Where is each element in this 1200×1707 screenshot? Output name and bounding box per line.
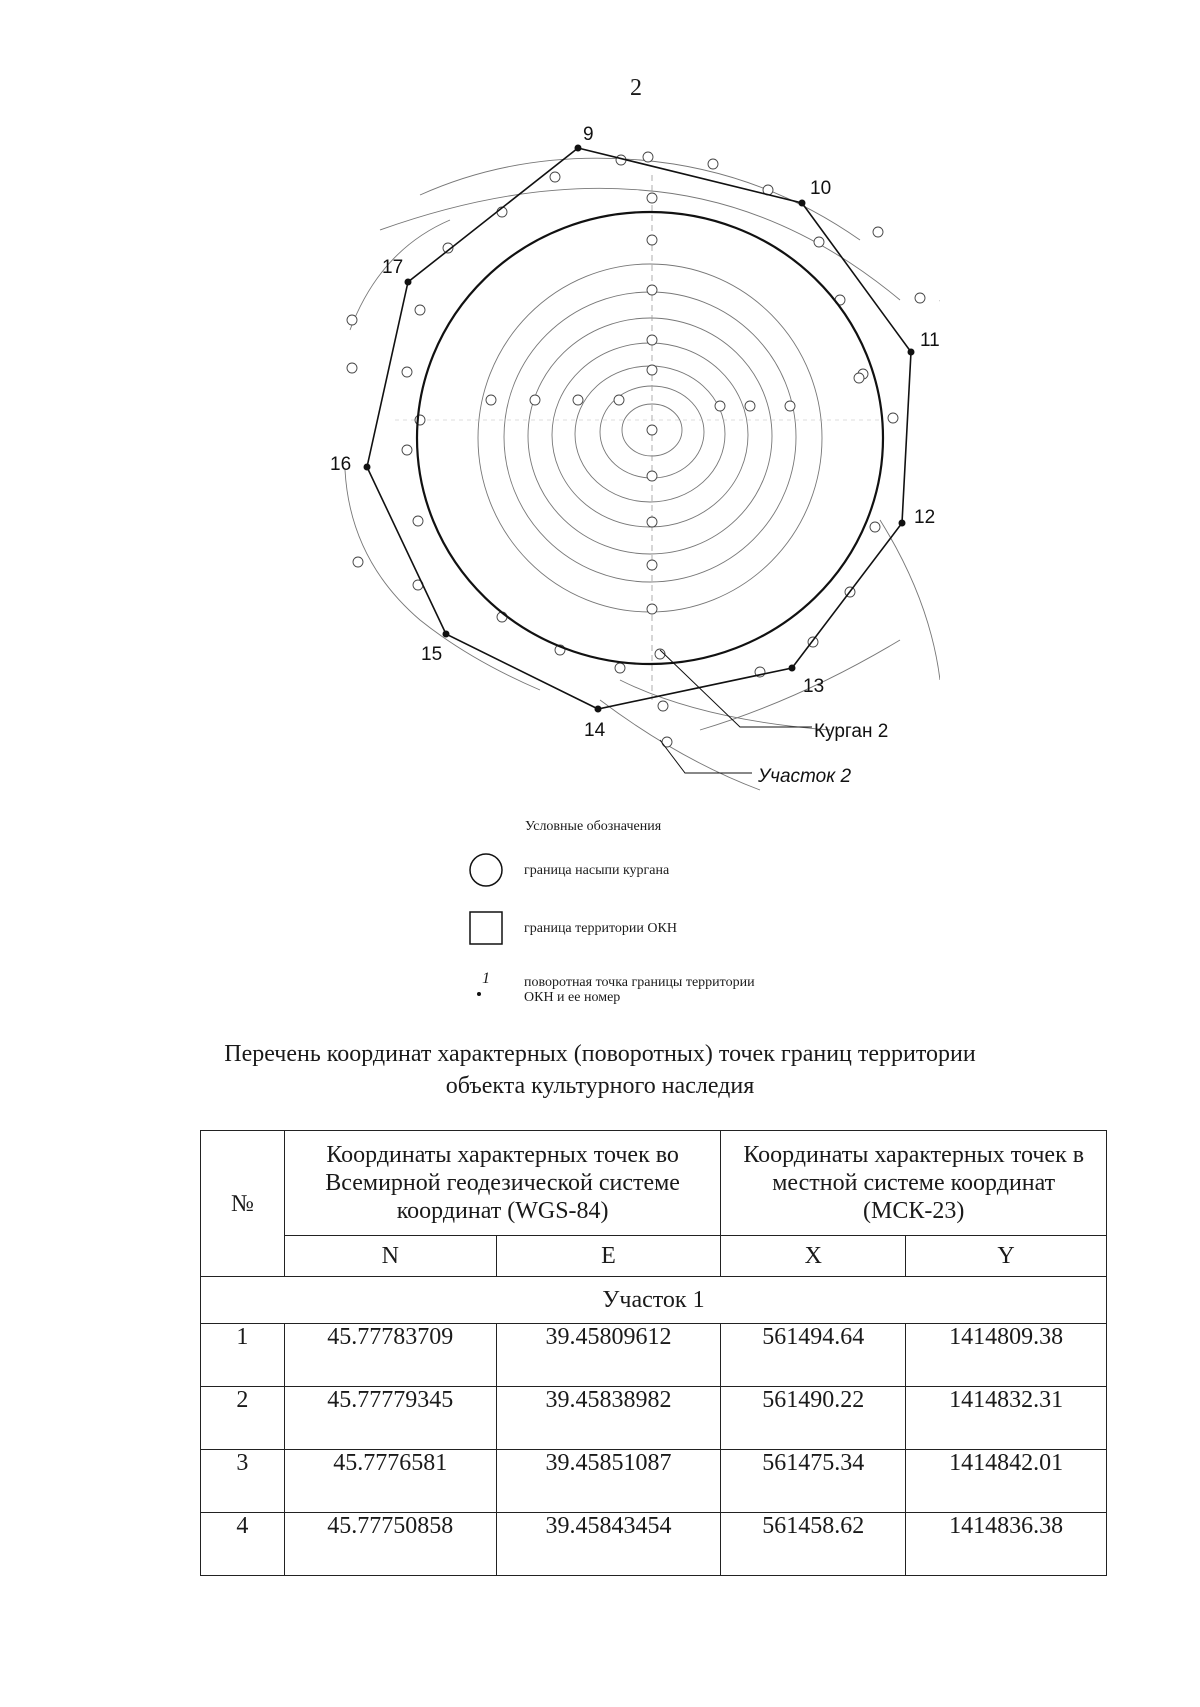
turning-point bbox=[789, 665, 796, 672]
point-label-10: 10 bbox=[810, 178, 832, 199]
point-label-9: 9 bbox=[583, 124, 594, 145]
turning-point bbox=[443, 631, 450, 638]
leader-line-site bbox=[660, 740, 752, 773]
point-label-13: 13 bbox=[803, 676, 825, 697]
section-title: Участок 1 bbox=[201, 1277, 1107, 1324]
turning-point bbox=[908, 349, 915, 356]
callout-site: Участок 2 bbox=[758, 766, 852, 787]
cell-y: 1414809.38 bbox=[906, 1324, 1107, 1387]
cell-n: 45.7776581 bbox=[284, 1450, 496, 1513]
cell-number: 1 bbox=[201, 1324, 285, 1387]
territory-boundary bbox=[367, 148, 911, 709]
turning-point bbox=[799, 200, 806, 207]
col-header-number: № bbox=[201, 1131, 285, 1277]
contour-lines bbox=[345, 158, 940, 790]
col-header-y: Y bbox=[906, 1236, 1107, 1277]
point-icon bbox=[468, 972, 504, 1008]
cell-n: 45.77750858 bbox=[284, 1513, 496, 1576]
cell-e: 39.45809612 bbox=[496, 1324, 721, 1387]
circle-icon bbox=[468, 852, 504, 888]
cell-x: 561490.22 bbox=[721, 1387, 906, 1450]
turning-points bbox=[364, 145, 915, 713]
legend-item-territory bbox=[468, 910, 677, 946]
table-row bbox=[201, 1450, 1107, 1513]
point-label-17: 17 bbox=[382, 257, 404, 278]
cell-e: 39.45843454 bbox=[496, 1513, 721, 1576]
col-header-msk23: Координаты характерных точек в местной системе координат (МСК-23) bbox=[721, 1131, 1107, 1236]
col-header-x: X bbox=[721, 1236, 906, 1277]
col-header-n: N bbox=[284, 1236, 496, 1277]
cell-e: 39.45838982 bbox=[496, 1387, 721, 1450]
site-plan-map bbox=[300, 110, 940, 810]
point-label-12: 12 bbox=[914, 507, 936, 528]
cell-number: 4 bbox=[201, 1513, 285, 1576]
coordinates-table bbox=[200, 1130, 1107, 1576]
turning-point bbox=[575, 145, 582, 152]
turning-point bbox=[899, 520, 906, 527]
turning-point bbox=[405, 279, 412, 286]
cell-n: 45.77779345 bbox=[284, 1387, 496, 1450]
col-header-wgs84: Координаты характерных точек во Всемирной геодезической системе координат (WGS-84) bbox=[284, 1131, 721, 1236]
point-label-15: 15 bbox=[421, 644, 443, 665]
legend-item-label: граница территории ОКН bbox=[524, 920, 677, 936]
table-row bbox=[201, 1513, 1107, 1576]
legend-item-mound bbox=[468, 852, 669, 888]
coordinates-heading: Перечень координат характерных (поворотных) точек границ территории объекта культурного наследия bbox=[224, 1041, 976, 1099]
point-label-14: 14 bbox=[584, 720, 606, 741]
cell-y: 1414842.01 bbox=[906, 1450, 1107, 1513]
point-marker-number: 1 bbox=[482, 970, 490, 987]
legend-title: Условные обозначения bbox=[525, 819, 662, 834]
cell-number: 3 bbox=[201, 1450, 285, 1513]
cell-x: 561494.64 bbox=[721, 1324, 906, 1387]
page-number: 2 bbox=[630, 75, 642, 101]
legend-item-point bbox=[468, 972, 755, 1008]
cell-x: 561475.34 bbox=[721, 1450, 906, 1513]
turning-point bbox=[595, 706, 602, 713]
cell-x: 561458.62 bbox=[721, 1513, 906, 1576]
cell-number: 2 bbox=[201, 1387, 285, 1450]
cell-e: 39.45851087 bbox=[496, 1450, 721, 1513]
table-row bbox=[201, 1324, 1107, 1387]
callout-mound: Курган 2 bbox=[814, 721, 889, 742]
cell-y: 1414836.38 bbox=[906, 1513, 1107, 1576]
mound-boundary bbox=[417, 212, 883, 664]
legend-item-label: граница насыпи кургана bbox=[524, 862, 670, 878]
turning-point bbox=[364, 464, 371, 471]
square-icon bbox=[468, 910, 504, 946]
legend-item-label: поворотная точка границы территории ОКН и ее номер bbox=[524, 975, 755, 1005]
point-label-16: 16 bbox=[330, 454, 352, 475]
point-label-11: 11 bbox=[920, 330, 940, 351]
cell-n: 45.77783709 bbox=[284, 1324, 496, 1387]
table-row bbox=[201, 1387, 1107, 1450]
col-header-e: E bbox=[496, 1236, 721, 1277]
cell-y: 1414832.31 bbox=[906, 1387, 1107, 1450]
